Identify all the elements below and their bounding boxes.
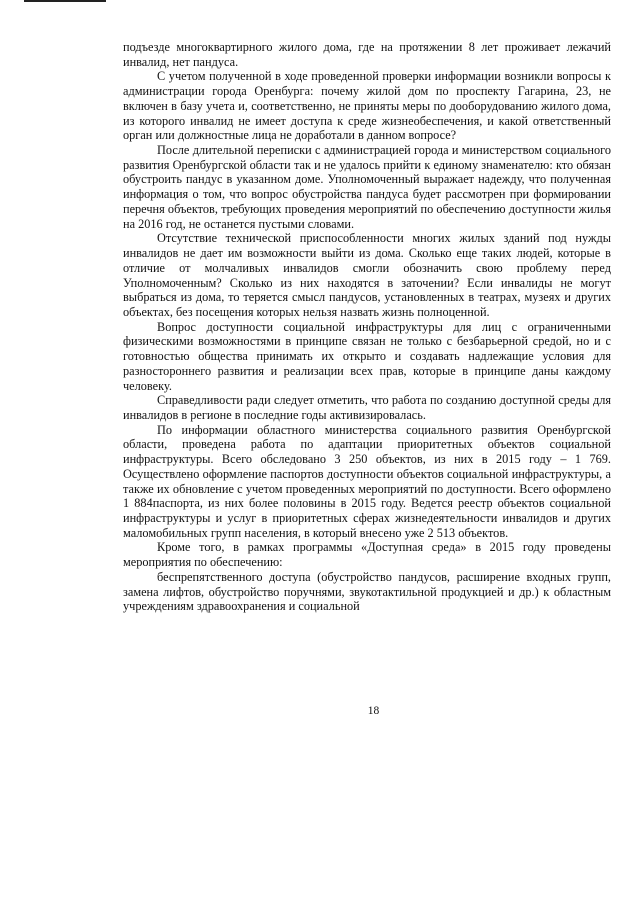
paragraph: Кроме того, в рамках программы «Доступная среда» в 2015 году проведены мероприятия по обеспечению: — [123, 540, 611, 570]
paragraph: Справедливости ради следует отметить, что работа по созданию доступной среды для инвалидов в регионе в последние годы активизировалась. — [123, 393, 611, 422]
paragraph: По информации областного министерства социального развития Оренбургской области, проведена работа по адаптации приоритетных объектов социальной инфраструктуры. Всего обследовано 3 250 объектов, из них в 2015 году – 1 769. Осуществлено оформление паспортов доступности объектов социальной инфраструктуры, а также их обновление с учетом проведенных мероприятий по доступности. Всего оформлено 1 884паспорта, из них более половины в 2015 году. Ведется реестр объектов социальной инфраструктуры и услуг в приоритетных сферах жизнедеятельности инвалидов и других маломобильных групп населения, в который внесено уже 2 513 объектов. — [123, 422, 611, 540]
document-body — [123, 40, 611, 614]
paragraph: После длительной переписки с администрацией города и министерством социального развития Оренбургской области так и не удалось прийти к единому знаменателю: кто обязан обустроить пандус в указанном доме. Уполномоченный выражает надежду, что полученная информация о том, что вопрос обустройства пандуса будет рассмотрен при формировании перечня объектов, требующих проведения мероприятий по обеспечению доступности жилья на 2016 год, не останется пустыми словами. — [123, 143, 611, 231]
paragraph: беспрепятственного доступа (обустройство пандусов, расширение входных групп, замена лифтов, обустройство поручнями, звукотактильной продукцией и др.) к областным учреждениям здравоохранения и социальной — [123, 569, 611, 614]
paragraph: Отсутствие технической приспособленности многих жилых зданий под нужды инвалидов не дает им возможности выйти из дома. Сколько еще таких людей, которые в отличие от молчаливых инвалидов смогли обозначить свою проблему перед Уполномоченным? Сколько из них находятся в заточении? Если инвалиды не могут выбраться из дома, то теряется смысл пандусов, установленных в театрах, музеях и других объектах, без посещения которых нельзя назвать жизнь полноценной. — [123, 231, 611, 319]
scan-edge-mark — [24, 0, 106, 2]
paragraph: Вопрос доступности социальной инфраструктуры для лиц с ограниченными физическими возможностями в принципе связан не только с безбарьерной средой, но и с готовностью общества принимать их открыто и создавать надлежащие условия для разностороннего развития и реализации всех прав, которые в принципе даны каждому человеку. — [123, 319, 611, 393]
paragraph-continuation: подъезде многоквартирного жилого дома, где на протяжении 8 лет проживает лежачий инвалид, нет пандуса. — [123, 40, 611, 69]
paragraph: С учетом полученной в ходе проведенной проверки информации возникли вопросы к администрации города Оренбурга: почему жилой дом по проспекту Гагарина, 23, не включен в базу учета и, соответственно, не приняты меры по дооборудованию жилого дома, из которого инвалид не имеет доступа к среде жизнеобеспечения, и какой ответственный орган или должностные лица не доработали в данном вопросе? — [123, 69, 611, 143]
page-number: 18 — [367, 705, 380, 717]
